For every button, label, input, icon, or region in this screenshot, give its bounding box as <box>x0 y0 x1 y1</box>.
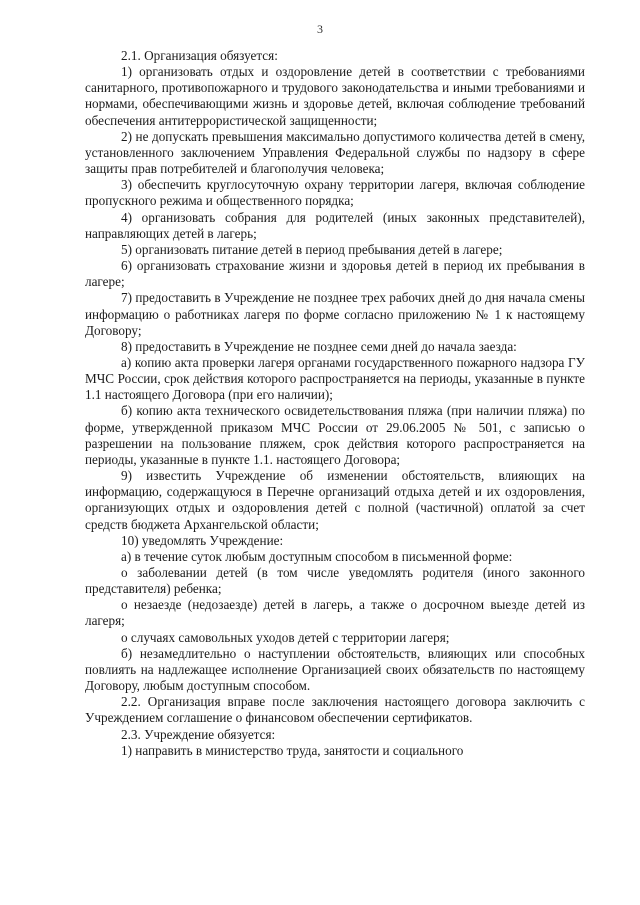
page-number: 3 <box>317 22 323 36</box>
paragraph-2-3-item-1: 1) направить в министерство труда, занятости и социального <box>121 742 464 758</box>
paragraph-item-9: 9) известить Учреждение об изменении обстоятельств, влияющих на информацию, содержащуюся в Перечне организаций отдыха детей и их оздоровления, организующих отдых и оздоровления детей с полной (частичной) оплатой за счет средств бюджета Архангельской области; <box>85 468 585 532</box>
paragraph-item-2: 2) не допускать превышения максимально допустимого количества детей в смену, установленного заключением Управления Федеральной службы по надзору в сфере защиты прав потребителей и благополучия человека; <box>85 128 585 177</box>
paragraph-item-3: 3) обеспечить круглосуточную охрану территории лагеря, включая соблюдение пропускного режима и общественного порядка; <box>85 177 585 209</box>
paragraph-item-1: 1) организовать отдых и оздоровление детей в соответствии с требованиями санитарного, противопожарного и трудового законодательства и иными требованиями и нормами, обеспечивающими жизнь и здоровье детей, включая соблюдение требований обеспечения антитеррористической защищенности; <box>85 64 585 128</box>
paragraph-item-8: 8) предоставить в Учреждение не позднее семи дней до начала заезда: <box>121 338 517 354</box>
paragraph-item-10: 10) уведомлять Учреждение: <box>121 532 284 548</box>
paragraph-2-1-heading: 2.1. Организация обязуется: <box>121 48 278 63</box>
paragraph-unauthorized-leave-notice: о случаях самовольных уходов детей с территории лагеря; <box>121 629 450 645</box>
document-body <box>85 48 585 759</box>
paragraph-item-5: 5) организовать питание детей в период пребывания детей в лагере; <box>121 241 503 257</box>
paragraph-item-4: 4) организовать собрания для родителей (иных законных представителей), направляющих детей в лагерь; <box>85 209 585 241</box>
paragraph-absence-notice: о незаезде (недозаезде) детей в лагерь, а также о досрочном выезде детей из лагеря; <box>85 597 585 629</box>
paragraph-item-6: 6) организовать страхование жизни и здоровья детей в период их пребывания в лагере; <box>85 258 585 290</box>
paragraph-item-8b: б) копию акта технического освидетельствования пляжа (при наличии пляжа) по форме, утвержденной приказом МЧС России от 29.06.2005 № 501, с записью о разрешении на пользование пляжем, срок действия которого распространяется на периоды, указанные в пункте 1.1. настоящего Договора; <box>85 403 585 467</box>
paragraph-item-10b: б) незамедлительно о наступлении обстоятельств, влияющих или способных повлиять на надлежащее исполнение Организацией своих обязательств по настоящему Договору, любым доступным способом. <box>85 645 585 694</box>
paragraph-item-10a: а) в течение суток любым доступным способом в письменной форме: <box>121 548 513 564</box>
paragraph-2-2: 2.2. Организация вправе после заключения настоящего договора заключить с Учреждением соглашение о финансовом обеспечении сертификатов. <box>85 694 585 726</box>
paragraph-item-8a: а) копию акта проверки лагеря органами государственного пожарного надзора ГУ МЧС России, срок действия которого распространяется на периоды, указанные в пункте 1.1 настоящего Договора (при его наличии); <box>85 354 585 403</box>
paragraph-2-3-heading: 2.3. Учреждение обязуется: <box>121 726 276 742</box>
paragraph-item-7: 7) предоставить в Учреждение не позднее трех рабочих дней до дня начала смены информацию о работниках лагеря по форме согласно приложению № 1 к настоящему Договору; <box>85 290 585 338</box>
paragraph-illness-notice: о заболевании детей (в том числе уведомлять родителя (иного законного представителя) ребенка; <box>85 565 585 597</box>
